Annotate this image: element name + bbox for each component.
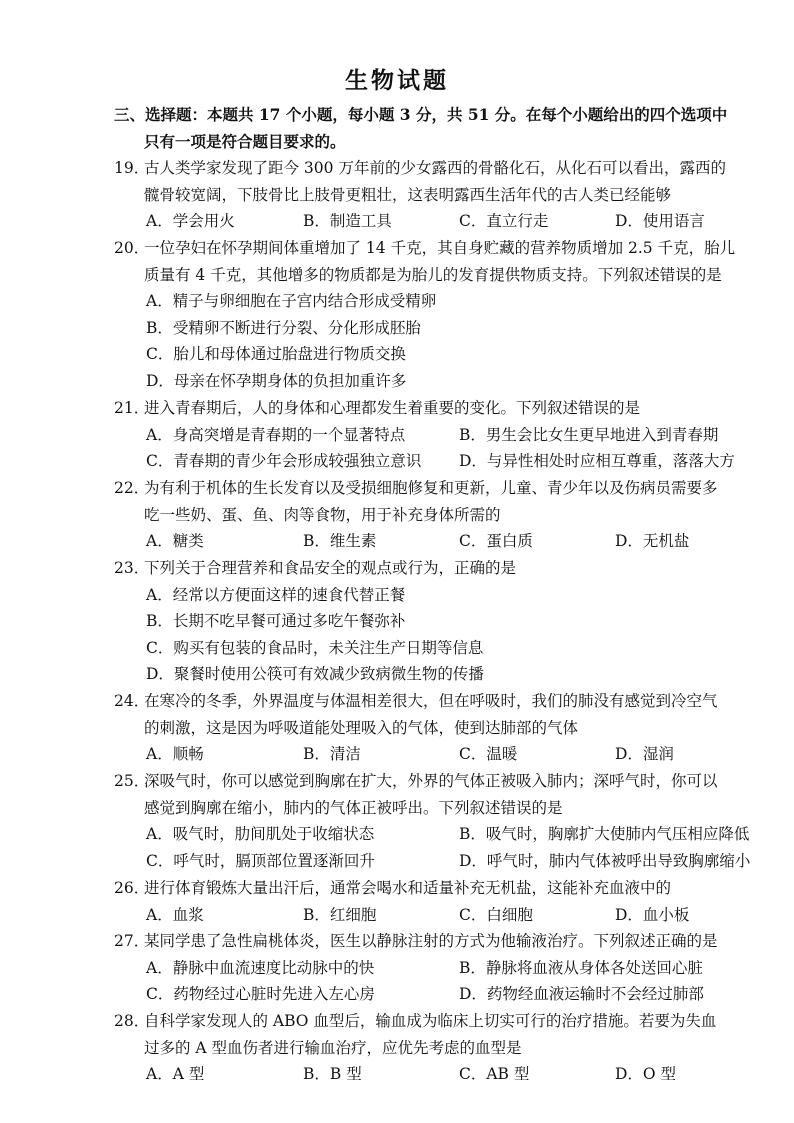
answer-option: D．使用语言 <box>615 212 705 230</box>
question-text: 某同学患了急性扁桃体炎，医生以静脉注射的方式为他输液治疗。下列叙述正确的是 <box>144 932 718 950</box>
answer-option: D．无机盐 <box>615 532 690 550</box>
question-text: 为有利于机体的生长发育以及受损细胞修复和更新，儿童、青少年以及伤病员需要多 <box>144 479 718 497</box>
answer-option: A．身高突增是青春期的一个显著特点 <box>146 425 406 444</box>
answer-option: C．蛋白质 <box>459 532 533 550</box>
question-number: 19． <box>114 159 150 177</box>
answer-option: C．白细胞 <box>459 905 533 924</box>
question-number: 21． <box>114 399 150 417</box>
answer-option: C．胎儿和母体通过胎盘进行物质交换 <box>146 345 406 363</box>
page-title: 生物试题 <box>345 68 449 94</box>
answer-option: B．清洁 <box>303 745 361 763</box>
question-text: 质量有 4 千克，其他增多的物质都是为胎儿的发育提供物质支持。下列叙述错误的是 <box>144 265 722 284</box>
answer-option: A．血浆 <box>146 905 204 924</box>
answer-option: B．红细胞 <box>303 905 377 924</box>
answer-option: B．受精卵不断进行分裂、分化形成胚胎 <box>146 318 421 337</box>
answer-option: B．制造工具 <box>303 212 392 230</box>
answer-option: D．聚餐时使用公筷可有效减少致病微生物的传播 <box>146 665 484 683</box>
answer-option: D．血小板 <box>615 905 690 924</box>
section-instruction-line2: 只有一项是符合题目要求的。 <box>144 132 346 151</box>
answer-option: D．O 型 <box>615 1065 677 1083</box>
question-text: 过多的 A 型血伤者进行输血治疗，应优先考虑的血型是 <box>144 1038 522 1057</box>
question-text: 吃一些奶、蛋、鱼、肉等食物，用于补充身体所需的 <box>144 505 501 524</box>
answer-option: B．静脉将血液从身体各处送回心脏 <box>459 958 703 977</box>
question-number: 28． <box>114 1012 150 1030</box>
answer-option: C．直立行走 <box>459 212 549 230</box>
question-text: 自科学家发现人的 ABO 血型后，输血成为临床上切实可行的治疗措施。若要为失血 <box>144 1012 717 1030</box>
answer-option: A．吸气时，肋间肌处于收缩状态 <box>146 825 375 843</box>
answer-option: A．静脉中血流速度比动脉中的快 <box>146 958 375 977</box>
answer-option: B．维生素 <box>303 532 377 550</box>
question-number: 20． <box>114 239 150 257</box>
question-text: 深吸气时，你可以感觉到胸廓在扩大，外界的气体正被吸入肺内；深呼气时，你可以 <box>144 772 718 790</box>
answer-option: C．温暖 <box>459 745 518 763</box>
answer-option: A．糖类 <box>146 532 204 550</box>
answer-option: D．药物经血液运输时不会经过肺部 <box>459 985 704 1003</box>
answer-option: B．B 型 <box>303 1065 362 1083</box>
answer-option: C．呼气时，膈顶部位置逐渐回升 <box>146 851 375 870</box>
answer-option: A．学会用火 <box>146 212 235 230</box>
answer-option: A．精子与卵细胞在子宫内结合形成受精卵 <box>146 292 437 310</box>
answer-option: D．湿润 <box>615 745 674 763</box>
answer-option: D．母亲在怀孕期身体的负担加重许多 <box>146 371 407 390</box>
answer-option: A．顺畅 <box>146 745 204 763</box>
answer-option: B．长期不吃早餐可通过多吃午餐弥补 <box>146 612 406 630</box>
answer-option: B．吸气时，胸廓扩大使肺内气压相应降低 <box>459 825 750 843</box>
answer-option: C．AB 型 <box>459 1065 530 1083</box>
question-number: 23． <box>114 559 150 577</box>
question-number: 27． <box>114 932 150 950</box>
answer-option: C．购买有包装的食品时，未关注生产日期等信息 <box>146 638 484 657</box>
question-number: 24． <box>114 692 150 710</box>
question-text: 的刺激，这是因为呼吸道能处理吸入的气体，使到达肺部的气体 <box>144 718 579 737</box>
answer-option: A．经常以方便面这样的速食代替正餐 <box>146 585 406 604</box>
answer-option: C．药物经过心脏时先进入左心房 <box>146 985 375 1003</box>
answer-option: D．呼气时，肺内气体被呼出导致胸廓缩小 <box>459 851 751 870</box>
question-text: 在寒冷的冬季，外界温度与体温相差很大，但在呼吸时，我们的肺没有感觉到冷空气 <box>144 692 718 710</box>
question-number: 22． <box>114 479 150 497</box>
question-text: 古人类学家发现了距今 300 万年前的少女露西的骨骼化石，从化石可以看出，露西的 <box>144 159 726 177</box>
question-text: 一位孕妇在怀孕期间体重增加了 14 千克，其自身贮藏的营养物质增加 2.5 千克，胎儿 <box>144 239 736 257</box>
question-text: 下列关于合理营养和食品安全的观点或行为，正确的是 <box>144 559 517 577</box>
answer-option: D．与异性相处时应相互尊重，落落大方 <box>459 452 735 470</box>
answer-option: B．男生会比女生更早地进入到青春期 <box>459 425 719 444</box>
question-text: 进入青春期后，人的身体和心理都发生着重要的变化。下列叙述错误的是 <box>144 399 641 417</box>
question-text: 进行体育锻炼大量出汗后，通常会喝水和适量补充无机盐，这能补充血液中的 <box>144 879 672 897</box>
question-text: 感觉到胸廓在缩小，肺内的气体正被呼出。下列叙述错误的是 <box>144 798 563 817</box>
answer-option: A．A 型 <box>146 1065 205 1083</box>
question-number: 25． <box>114 772 150 790</box>
question-number: 26． <box>114 879 150 897</box>
answer-option: C．青春期的青少年会形成较强独立意识 <box>146 452 422 470</box>
section-instruction-line1: 三、选择题：本题共 17 个小题，每小题 3 分，共 51 分。在每个小题给出的四个选项中 <box>114 105 728 124</box>
question-text: 髋骨较宽阔，下肢骨比上肢骨更粗壮，这表明露西生活年代的古人类已经能够 <box>144 185 672 204</box>
